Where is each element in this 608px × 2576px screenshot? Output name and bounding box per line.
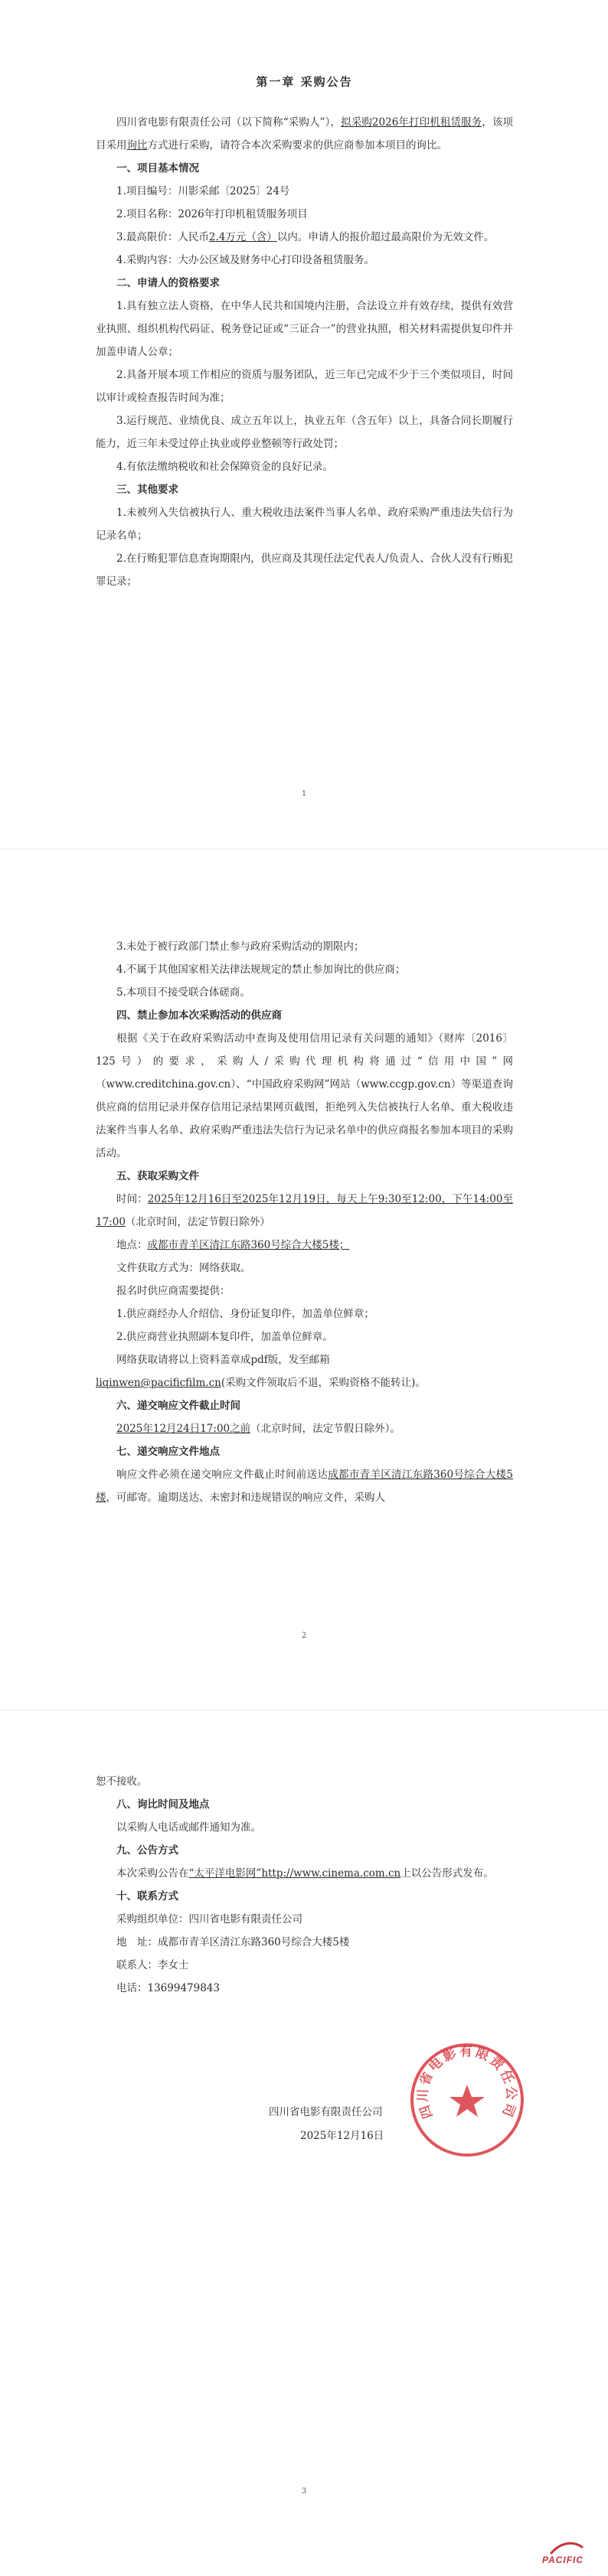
email-instruction: 网络获取请将以上资料盖章成pdf版，发至邮箱 xyxy=(116,1354,330,1366)
time-label: 时间： xyxy=(116,1193,148,1205)
submission-place xyxy=(96,1463,513,1509)
deadline xyxy=(96,1417,513,1440)
section-7-heading: 七、递交响应文件地点 xyxy=(116,1446,220,1458)
contact-org: 采购组织单位：四川省电影有限责任公司 xyxy=(116,1913,302,1925)
section-2-heading: 二、申请人的资格要求 xyxy=(116,277,220,289)
other-requirement-2: 2.在行贿犯罪信息查询期限内，供应商及其现任法定代表人/负责人、合伙人没有行贿犯罪记录； xyxy=(96,553,513,588)
submission-continued: 恕不接收。 xyxy=(96,1775,148,1788)
comparison-notice: 以采购人电话或邮件通知为准。 xyxy=(116,1821,261,1834)
other-requirement-3: 3.未处于被行政部门禁止参与政府采购活动的期限内； xyxy=(116,941,364,953)
signature-org: 四川省电影有限责任公司 xyxy=(269,2106,383,2118)
submission-pre: 响应文件必须在递交响应文件截止时间前送达 xyxy=(116,1469,329,1481)
announcement-pre: 本次采购公告在 xyxy=(116,1867,189,1880)
pacific-logo-icon xyxy=(528,2539,597,2556)
page-2 xyxy=(0,849,608,1710)
pacific-logo-text: PACIFIC xyxy=(541,2555,584,2565)
document-time xyxy=(96,1188,513,1234)
submission-post: ，可邮寄。逾期送达、未密封和违规错误的响应文件，采购人 xyxy=(106,1492,385,1504)
announcement-post: 上以公告形式发布。 xyxy=(400,1867,494,1880)
official-seal-icon xyxy=(407,2040,527,2160)
other-requirement-5: 5.本项目不接受联合体磋商。 xyxy=(116,986,250,999)
section-8-heading: 八、询比时间及地点 xyxy=(116,1798,210,1811)
intro-method: 询比 xyxy=(126,139,148,152)
place-value: 成都市青羊区清江东路360号综合大楼5楼； xyxy=(147,1239,350,1251)
submission-place-value: 成都市青羊区清江东路360号综合大楼5楼 xyxy=(96,1469,514,1504)
contact-phone: 电话：13699479843 xyxy=(116,1982,220,1994)
seal-text: 四川省电影有限责任公司 xyxy=(415,2044,519,2121)
page-3-content xyxy=(96,1770,513,2000)
section-6-heading: 六、递交响应文件截止时间 xyxy=(116,1400,240,1412)
other-requirement-1: 1.未被列入失信被执行人、重大税收违法案件当事人名单、政府采购严重违法失信行为记录名单； xyxy=(96,507,513,542)
page-1-content xyxy=(96,73,513,593)
page-number: 3 xyxy=(301,2487,307,2496)
document-method: 文件获取方式为：网络获取。 xyxy=(116,1262,251,1274)
contact-person: 联系人：李女士 xyxy=(116,1959,189,1971)
intro-paragraph xyxy=(96,111,513,157)
deadline-post: （北京时间，法定节假日除外）。 xyxy=(250,1423,400,1435)
announcement-site: “太平洋电影网” xyxy=(188,1867,262,1880)
section-10-heading: 十、联系方式 xyxy=(116,1890,178,1903)
section-9-heading: 九、公告方式 xyxy=(116,1844,178,1857)
section-5-heading: 五、获取采购文件 xyxy=(116,1170,199,1182)
document-place xyxy=(96,1234,513,1257)
qualification-1: 1.具有独立法人资格，在中华人民共和国境内注册，合法设立并有效存续，提供有效营业执照、组织机构代码证、税务登记证或“三证合一”的营业执照，相关材料需提供复印件并加盖申请人公章； xyxy=(96,300,513,358)
page-3 xyxy=(0,1710,608,2576)
page-number: 2 xyxy=(301,1632,307,1640)
max-price xyxy=(96,226,513,249)
announcement-url[interactable]: http://www.cinema.com.cn xyxy=(261,1867,401,1880)
registration-item-1: 1.供应商经办人介绍信、身份证复印件，加盖单位鲜章； xyxy=(116,1308,374,1320)
registration-need: 报名时供应商需要提供： xyxy=(116,1285,230,1297)
intro-pre: 四川省电影有限责任公司（以下简称“采购人”）， xyxy=(116,116,342,129)
project-name: 2.项目名称：2026年打印机租赁服务项目 xyxy=(116,208,308,220)
procurement-content: 4.采购内容：大办公区域及财务中心打印设备租赁服务。 xyxy=(116,254,374,266)
contact-address: 地 址：成都市青羊区清江东路360号综合大楼5楼 xyxy=(116,1936,350,1948)
intro-post: 方式进行采购，请符合本次采购要求的供应商参加本项目的询比。 xyxy=(147,139,447,152)
section-1-heading: 一、项目基本情况 xyxy=(116,162,199,174)
place-label: 地点： xyxy=(116,1239,148,1251)
price-pre: 3.最高限价：人民币 xyxy=(116,231,209,243)
announcement-method xyxy=(96,1862,513,1885)
intro-project: 拟采购2026年打印机租赁服务 xyxy=(341,116,482,129)
qualification-4: 4.有依法缴纳税收和社会保障资金的良好记录。 xyxy=(116,461,333,473)
section-3-heading: 三、其他要求 xyxy=(116,484,178,496)
pacific-logo xyxy=(528,2539,597,2570)
page-2-content xyxy=(96,935,513,1509)
time-post: （北京时间，法定节假日除外） xyxy=(125,1216,270,1228)
price-post: 以内。申请人的报价超过最高限价为无效文件。 xyxy=(276,231,495,243)
document-title: 第一章 采购公告 xyxy=(256,75,353,89)
qualification-3: 3.运行规范、业绩优良、成立五年以上，执业五年（含五年）以上，具备合同长期履行能力，近三年未受过停止执业或停业整顿等行政处罚； xyxy=(96,415,513,450)
email-line xyxy=(96,1371,513,1394)
time-value: 2025年12月16日至2025年12月19日，每天上午9:30至12:00，下午14:00至17:00 xyxy=(96,1193,513,1228)
intro-mid: ，该项目采用 xyxy=(96,116,514,152)
page-1 xyxy=(0,0,608,849)
section-4-heading: 四、禁止参加本次采购活动的供应商 xyxy=(116,1009,282,1022)
project-number: 1.项目编号：川影采邮〔2025〕24号 xyxy=(116,185,290,197)
signature-date: 2025年12月16日 xyxy=(300,2130,384,2142)
email-post: (采购文件领取后不退，采购资格不能转让)。 xyxy=(221,1377,426,1389)
qualification-2: 2.具备开展本项工作相应的资质与服务团队，近三年已完成不少于三个类似项目，时间以审计或检查报告时间为准； xyxy=(96,369,513,404)
email-link[interactable]: liqinwen@pacificfilm.cn xyxy=(96,1377,221,1389)
page-number: 1 xyxy=(301,790,307,798)
other-requirement-4: 4.不属于其他国家相关法律法规规定的禁止参加询比的供应商； xyxy=(116,964,406,976)
deadline-value: 2025年12月24日17:00之前 xyxy=(116,1423,251,1435)
registration-item-2: 2.供应商营业执照副本复印件，加盖单位鲜章。 xyxy=(116,1331,333,1343)
credit-check-paragraph: 根据《关于在政府采购活动中查询及使用信用记录有关问题的通知》（财库〔2016〕125号）的要求，采购人/采购代理机构将通过“信用中国”网（www.creditchina.gov.cn）、“中国政府采购网”网站（www.ccgp.gov.cn）等渠道查询供应商的信用记录并保存信用记录结果网页截图，拒绝列入失信被执行人名单、重大税收违法案件当事人名单、政府采购严重违法失信行为记录名单中的供应商报名参加本项目的采购活动。 xyxy=(96,1032,513,1159)
price-value: 2.4万元（含） xyxy=(208,231,277,243)
